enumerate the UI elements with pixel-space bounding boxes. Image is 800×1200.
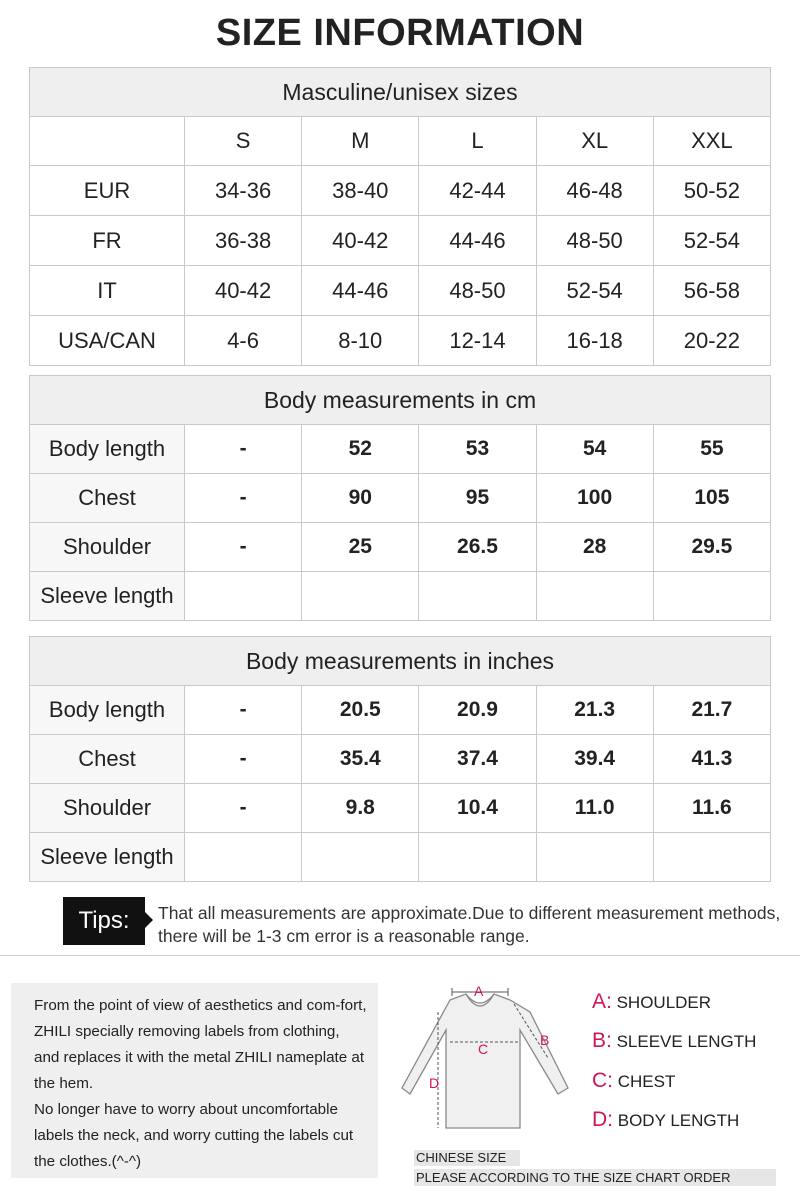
legend-letter: B:	[592, 1029, 612, 1052]
table-cell: 11.0	[536, 784, 653, 833]
table-cell: 55	[653, 425, 770, 474]
tips-arrow-icon	[145, 912, 153, 928]
table-cell: 90	[302, 474, 419, 523]
column-header: L	[419, 117, 536, 166]
corner-cell	[30, 117, 185, 166]
table-cell: 4-6	[185, 316, 302, 366]
legend-text: CHEST	[617, 1072, 676, 1091]
legend-letter: C:	[592, 1069, 613, 1092]
table-cell: 95	[419, 474, 536, 523]
table-cell: 12-14	[419, 316, 536, 366]
row-label: USA/CAN	[30, 316, 185, 366]
legend-text: SHOULDER	[616, 993, 712, 1012]
table-cell: 11.6	[653, 784, 770, 833]
table-cell: 48-50	[419, 266, 536, 316]
chinese-size-caption: CHINESE SIZE	[414, 1150, 520, 1166]
table-cell: 25	[302, 523, 419, 572]
description-paragraph: No longer have to worry about uncomfortable labels the neck, and worry cutting the labels cut the clothes.(^-^)	[34, 1101, 354, 1170]
table-cell: 20.9	[419, 686, 536, 735]
table-cell: 9.8	[302, 784, 419, 833]
row-label: Body length	[30, 425, 185, 474]
table-cell: 36-38	[185, 216, 302, 266]
description-text	[34, 993, 369, 1175]
table-cell: 21.3	[536, 686, 653, 735]
row-label: EUR	[30, 166, 185, 216]
row-label: Chest	[30, 474, 185, 523]
table-cell	[302, 833, 419, 882]
table-cell: 29.5	[653, 523, 770, 572]
table-header: Body measurements in cm	[30, 376, 771, 425]
shirt-diagram-icon	[398, 978, 578, 1138]
legend-letter: A:	[592, 990, 612, 1013]
table-cell: -	[185, 735, 302, 784]
order-note-caption: PLEASE ACCORDING TO THE SIZE CHART ORDER	[414, 1169, 776, 1186]
table-cell: 26.5	[419, 523, 536, 572]
table-header: Masculine/unisex sizes	[30, 68, 771, 117]
table-cell: 37.4	[419, 735, 536, 784]
table-cell	[653, 833, 770, 882]
legend-item-body-length	[592, 1108, 739, 1132]
table-cell	[536, 572, 653, 621]
table-cell: 53	[419, 425, 536, 474]
legend-item-sleeve-length	[592, 1029, 756, 1053]
table-cell	[302, 572, 419, 621]
legend-letter: D:	[592, 1108, 613, 1131]
tips-label: Tips:	[63, 897, 145, 945]
row-label: Chest	[30, 735, 185, 784]
table-cell: 46-48	[536, 166, 653, 216]
table-cell: 40-42	[302, 216, 419, 266]
column-header: XXL	[653, 117, 770, 166]
row-label: FR	[30, 216, 185, 266]
table-cell: 28	[536, 523, 653, 572]
table-cell: 52	[302, 425, 419, 474]
table-cell: -	[185, 425, 302, 474]
table-cell: 44-46	[302, 266, 419, 316]
legend-item-shoulder	[592, 990, 711, 1014]
row-label: Shoulder	[30, 523, 185, 572]
table-cell: -	[185, 686, 302, 735]
table-cell: -	[185, 474, 302, 523]
table-header: Body measurements in inches	[30, 637, 771, 686]
table-cell: 41.3	[653, 735, 770, 784]
row-label: Sleeve length	[30, 572, 185, 621]
table-cell: 8-10	[302, 316, 419, 366]
legend-text: BODY LENGTH	[617, 1111, 740, 1130]
section-divider	[0, 955, 800, 956]
row-label: Shoulder	[30, 784, 185, 833]
table-cell: 10.4	[419, 784, 536, 833]
row-label: Sleeve length	[30, 833, 185, 882]
table-cell: -	[185, 523, 302, 572]
table-cell: -	[185, 784, 302, 833]
description-box	[11, 983, 378, 1178]
column-header: S	[185, 117, 302, 166]
table-cell: 38-40	[302, 166, 419, 216]
table-cell: 56-58	[653, 266, 770, 316]
marker-d: D	[429, 1075, 440, 1091]
inch-measurements-table	[29, 636, 771, 882]
table-cell: 100	[536, 474, 653, 523]
row-label: IT	[30, 266, 185, 316]
cm-measurements-table	[29, 375, 771, 621]
column-header: M	[302, 117, 419, 166]
table-cell	[653, 572, 770, 621]
table-cell: 42-44	[419, 166, 536, 216]
table-cell: 21.7	[653, 686, 770, 735]
column-header: XL	[536, 117, 653, 166]
table-cell: 44-46	[419, 216, 536, 266]
legend-item-chest	[592, 1069, 675, 1093]
table-cell: 52-54	[536, 266, 653, 316]
table-cell	[419, 572, 536, 621]
table-cell: 20.5	[302, 686, 419, 735]
table-cell: 50-52	[653, 166, 770, 216]
table-cell	[185, 572, 302, 621]
description-paragraph: From the point of view of aesthetics and com-fort, ZHILI specially removing labels from clothing, and replaces it with the metal ZHILI nameplate at the hem.	[34, 997, 367, 1092]
table-cell: 34-36	[185, 166, 302, 216]
table-cell: 54	[536, 425, 653, 474]
page-title: SIZE INFORMATION	[215, 12, 585, 54]
legend-text: SLEEVE LENGTH	[616, 1032, 757, 1051]
table-cell	[536, 833, 653, 882]
table-cell: 35.4	[302, 735, 419, 784]
table-cell: 40-42	[185, 266, 302, 316]
table-cell	[419, 833, 536, 882]
table-cell: 105	[653, 474, 770, 523]
table-cell	[185, 833, 302, 882]
marker-c: C	[478, 1041, 489, 1057]
marker-b: B	[540, 1032, 550, 1048]
table-cell: 52-54	[653, 216, 770, 266]
table-cell: 48-50	[536, 216, 653, 266]
size-conversion-table	[29, 67, 771, 366]
table-cell: 39.4	[536, 735, 653, 784]
row-label: Body length	[30, 686, 185, 735]
marker-a: A	[474, 983, 484, 999]
table-cell: 20-22	[653, 316, 770, 366]
tips-text: That all measurements are approximate.Due to different measurement methods, there will be 1-3 cm error is a reasonable range.	[158, 903, 781, 946]
table-cell: 16-18	[536, 316, 653, 366]
